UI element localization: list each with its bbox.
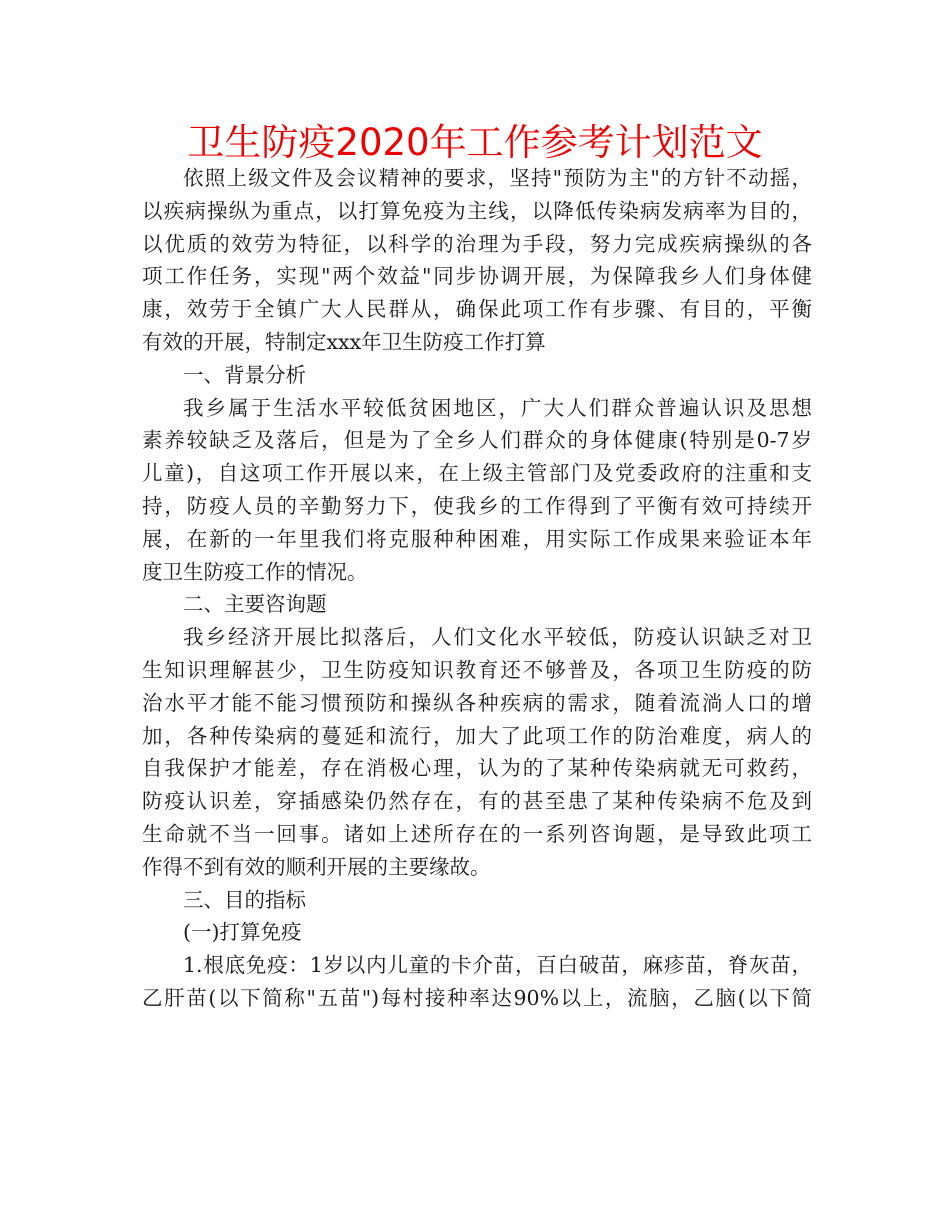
text-line: 我乡属于生活水平较低贫困地区，广大人们群众普遍认识及思想 [183, 395, 812, 420]
text-line: 度卫生防疫工作的情况。 [142, 559, 368, 584]
paragraph [142, 359, 812, 392]
text-line: 一、背景分析 [183, 362, 306, 387]
text-line: (一)打算免疫 [183, 920, 302, 945]
text-line: 以优质的效劳为特征，以科学的治理为手段，努力完成疾病操纵的各 [142, 231, 812, 256]
document-title: 卫生防疫2020年工作参考计划范文 [187, 121, 763, 164]
text-line: 乙肝苗(以下简称"五苗")每村接种率达90%以上，流脑，乙脑(以下简 [142, 985, 812, 1010]
text-line: 素养较缺乏及落后，但是为了全乡人们群众的身体健康(特别是0-7岁 [142, 428, 812, 453]
text-line: 以疾病操纵为重点，以打算免疫为主线，以降低传染病发病率为目的， [142, 198, 812, 223]
paragraph [142, 949, 812, 1015]
paragraph [142, 621, 812, 883]
text-line: 自我保护才能差，存在消极心理，认为的了某种传染病就无可救药， [142, 756, 812, 781]
text-line: 项工作任务，实现"两个效益"同步协调开展，为保障我乡人们身体健 [142, 264, 812, 289]
text-line: 康，效劳于全镇广大人民群从，确保此项工作有步骤、有目的，平衡 [142, 297, 812, 322]
paragraph [142, 162, 812, 359]
text-line: 加，各种传染病的蔓延和流行，加大了此项工作的防治难度，病人的 [142, 723, 812, 748]
text-line: 持，防疫人员的辛勤努力下，使我乡的工作得到了平衡有效可持续开 [142, 493, 812, 518]
text-line: 治水平才能不能习惯预防和操纵各种疾病的需求，随着流淌人口的增 [142, 690, 812, 715]
text-line: 二、主要咨询题 [183, 592, 327, 617]
document-body [142, 162, 812, 1015]
text-line: 生命就不当一回事。诸如上述所存在的一系列咨询题，是导致此项工 [142, 821, 812, 846]
text-line: 依照上级文件及会议精神的要求，坚持"预防为主"的方针不动摇， [183, 166, 812, 190]
paragraph [142, 916, 812, 949]
text-line: 儿童)，自这项工作开展以来，在上级主管部门及党委政府的注重和支 [142, 461, 812, 486]
paragraph [142, 392, 812, 589]
text-line: 1.根底免疫：1岁以内儿童的卡介苗，百白破苗，麻疹苗，脊灰苗， [183, 953, 812, 978]
text-line: 生知识理解甚少，卫生防疫知识教育还不够普及，各项卫生防疫的防 [142, 657, 812, 682]
paragraph [142, 588, 812, 621]
paragraph [142, 884, 812, 917]
text-line: 作得不到有效的顺利开展的主要缘故。 [142, 854, 491, 879]
text-line: 有效的开展，特制定xxx年卫生防疫工作打算 [142, 329, 546, 354]
text-line: 展，在新的一年里我们将克服种种困难，用实际工作成果来验证本年 [142, 526, 812, 551]
text-line: 我乡经济开展比拟落后，人们文化水平较低，防疫认识缺乏对卫 [183, 625, 812, 650]
text-line: 防疫认识差，穿插感染仍然存在，有的甚至患了某种传染病不危及到 [142, 789, 812, 814]
text-line: 三、目的指标 [183, 887, 306, 912]
